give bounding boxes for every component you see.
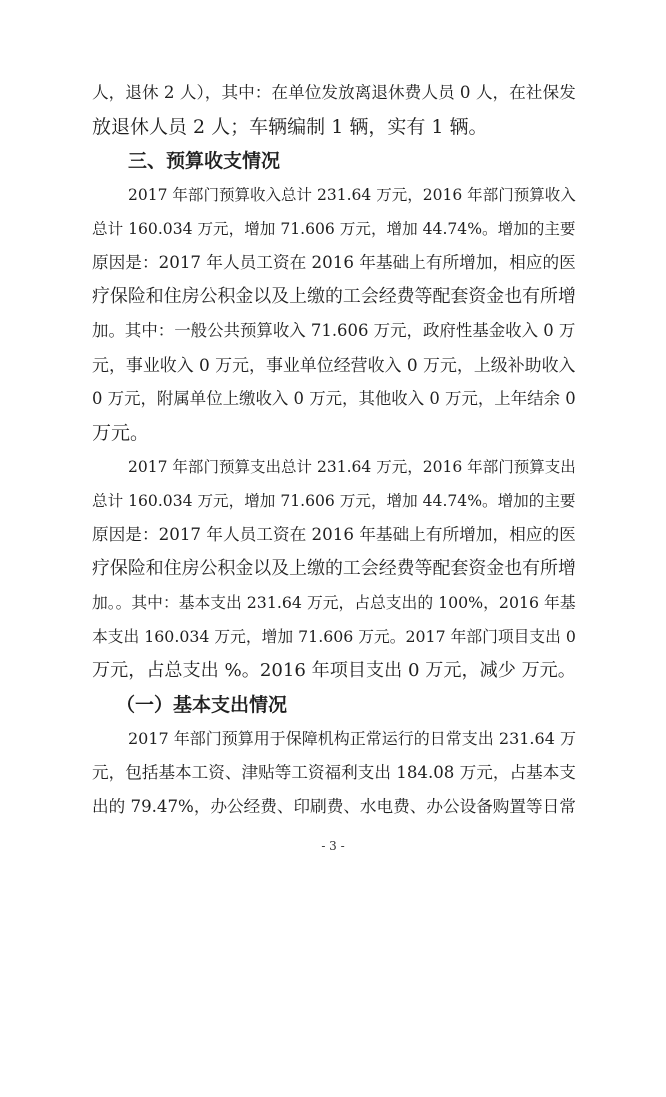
line-text: 0 万元，附属单位上缴收入 0 万元，其他收入 0 万元，上年结余 0 [92,389,576,408]
line-text: 加。。其中：基本支出 231.64 万元，占总支出的 100%，2016 年基 [92,593,576,612]
line-text: 万元。 [92,422,150,444]
text-line [0,792,666,822]
line-text: 放退休人员 2 人；车辆编制 1 辆，实有 1 辆。 [92,116,488,138]
text-line [0,248,666,278]
heading-text: （一）基本支出情况 [116,694,288,716]
section-heading [0,146,666,176]
text-line [0,112,666,142]
line-text: 原因是：2017 年人员工资在 2016 年基础上有所增加，相应的医 [92,525,576,544]
text-line [0,554,666,584]
text-line [0,214,666,244]
text-line [0,758,666,788]
text-line [0,588,666,618]
text-line [0,622,666,652]
page-number: - 3 - [321,839,345,853]
text-line [0,452,666,482]
text-line [0,520,666,550]
text-line [0,656,666,686]
text-line [0,486,666,516]
text-line [0,724,666,754]
line-text: 2017 年部门预算支出总计 231.64 万元，2016 年部门预算支出 [128,458,576,476]
text-line [0,384,666,414]
text-line [0,418,666,448]
heading-text: 三、预算收支情况 [128,150,281,172]
text-line [0,78,666,108]
line-text: 总计 160.034 万元，增加 71.606 万元，增加 44.74%。增加的主要 [92,220,576,238]
line-text: 加。其中：一般公共预算收入 71.606 万元，政府性基金收入 0 万 [92,321,576,340]
line-text: 疗保险和住房公积金以及上缴的工会经费等配套资金也有所增 [92,558,576,579]
line-text: 2017 年部门预算用于保障机构正常运行的日常支出 231.64 万 [128,729,576,748]
line-text: 万元，占总支出 %。2016 年项目支出 0 万元，减少 万元。 [92,660,576,681]
line-text: 原因是：2017 年人员工资在 2016 年基础上有所增加，相应的医 [92,253,576,272]
text-line [0,282,666,312]
line-text: 本支出 160.034 万元，增加 71.606 万元。2017 年部门项目支出 0 [92,627,576,646]
line-text: 2017 年部门预算收入总计 231.64 万元，2016 年部门预算收入 [128,186,576,204]
subsection-heading [0,690,666,720]
text-line [0,350,666,380]
line-text: 元，事业收入 0 万元，事业单位经营收入 0 万元，上级补助收入 [92,355,576,375]
line-text: 元，包括基本工资、津贴等工资福利支出 184.08 万元，占基本支 [92,763,576,782]
text-line [0,316,666,346]
line-text: 出的 79.47%，办公经费、印刷费、水电费、办公设备购置等日常 [92,797,576,816]
line-text: 人，退休 2 人），其中：在单位发放离退休费人员 0 人，在社保发 [92,83,576,102]
text-line [0,180,666,210]
line-text: 疗保险和住房公积金以及上缴的工会经费等配套资金也有所增 [92,286,576,307]
line-text: 总计 160.034 万元，增加 71.606 万元，增加 44.74%。增加的主要 [92,492,576,510]
